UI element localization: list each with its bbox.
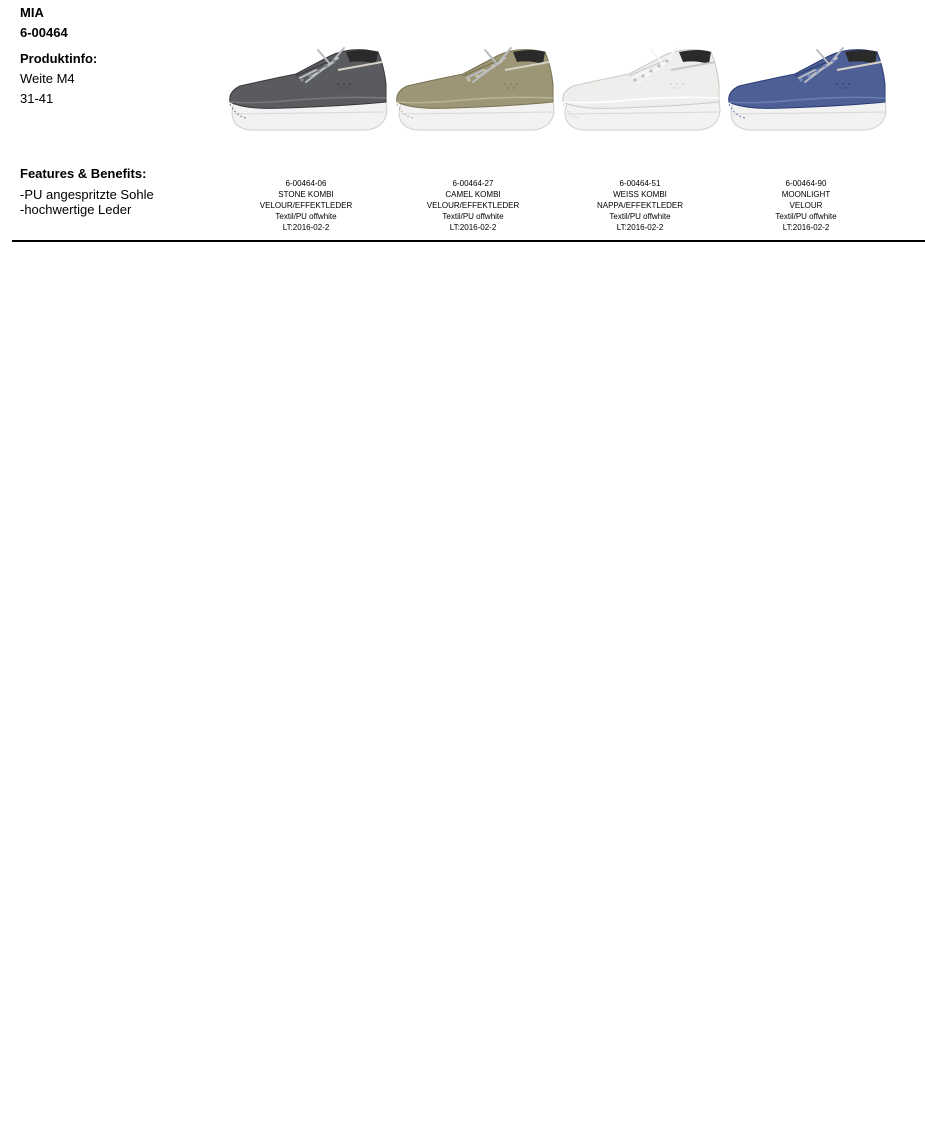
article-number: 6-00464-06: [285, 179, 327, 188]
color-name: MOONLIGHT: [781, 190, 831, 199]
material: VELOUR/EFFEKTLEDER: [259, 201, 353, 210]
material: VELOUR: [789, 201, 823, 210]
sole-material: Textil/PU offwhite: [275, 212, 337, 221]
shoe-image-weiss: [559, 40, 724, 140]
shoe-image-camel: [393, 40, 558, 140]
variant-caption: [555, 178, 725, 233]
sole-material: Textil/PU offwhite: [775, 212, 837, 221]
features-section: [20, 166, 220, 217]
delivery-date: LT:2016-02-2: [282, 223, 330, 232]
features-heading: Features & Benefits:: [20, 166, 147, 181]
variant-caption: [388, 178, 558, 233]
model-name: MIA: [20, 5, 44, 20]
size-range: 31-41: [20, 91, 54, 106]
feature-item: -PU angespritzte Sohle: [20, 187, 154, 202]
model-code: 6-00464: [20, 25, 68, 40]
divider-line: [12, 240, 925, 242]
sole-material: Textil/PU offwhite: [442, 212, 504, 221]
article-number: 6-00464-90: [785, 179, 827, 188]
material: NAPPA/EFFEKTLEDER: [596, 201, 684, 210]
feature-item: -hochwertige Leder: [20, 202, 132, 217]
color-name: WEISS KOMBI: [613, 190, 667, 199]
article-number: 6-00464-51: [619, 179, 661, 188]
variant-caption: [221, 178, 391, 233]
delivery-date: LT:2016-02-2: [782, 223, 830, 232]
variant-caption: [721, 178, 891, 233]
shoe-image-stone: [226, 40, 391, 140]
color-name: CAMEL KOMBI: [445, 190, 501, 199]
delivery-date: LT:2016-02-2: [616, 223, 664, 232]
sole-material: Textil/PU offwhite: [609, 212, 671, 221]
article-number: 6-00464-27: [452, 179, 494, 188]
shoe-image-moonlight: [725, 40, 890, 140]
color-name: STONE KOMBI: [278, 190, 334, 199]
width-fitting: Weite M4: [20, 71, 75, 86]
material: VELOUR/EFFEKTLEDER: [426, 201, 520, 210]
produktinfo-heading: Produktinfo:: [20, 51, 98, 66]
delivery-date: LT:2016-02-2: [449, 223, 497, 232]
